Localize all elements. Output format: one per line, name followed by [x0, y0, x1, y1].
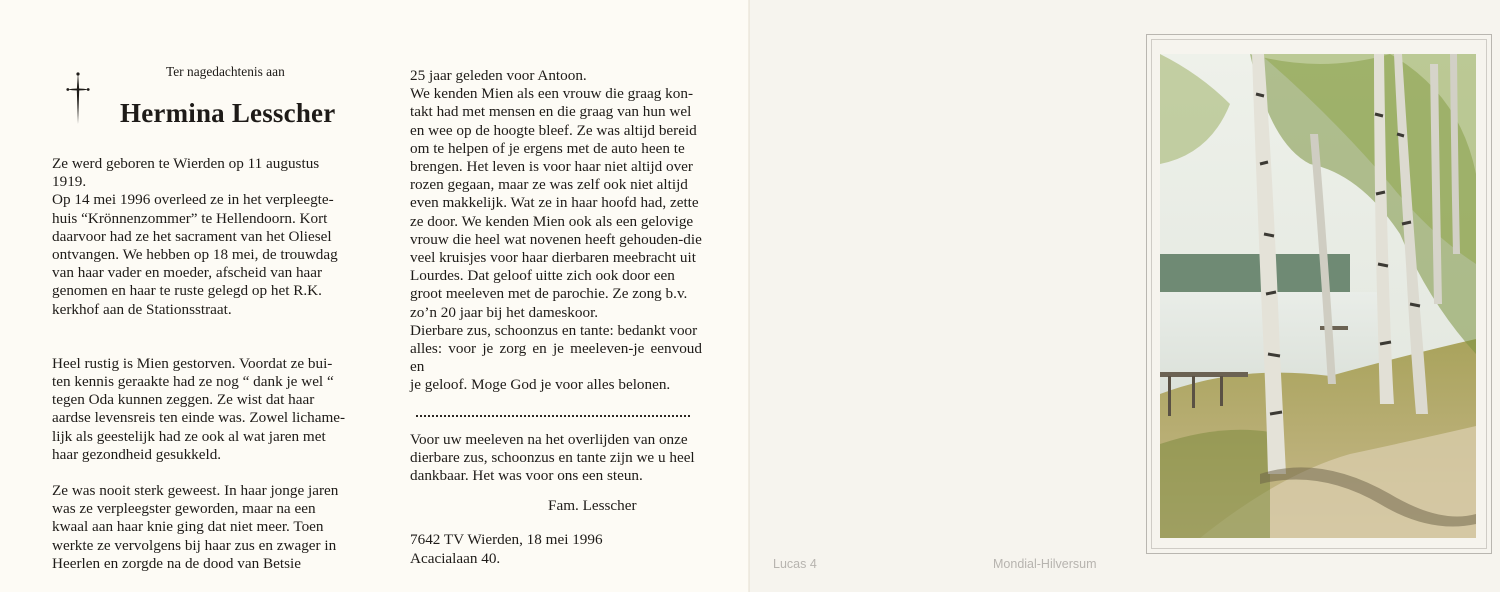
dotted-divider — [416, 415, 690, 417]
paragraph-passing: Heel rustig is Mien gestorven. Voordat ze bui- ten kennis geraakte had ze nog “ dank je wel “ tegen Oda kunnen zeggen. Ze wist dat haar aardse levensreis ten einde was. Zowel lichame- lijk als geestelijk had ze ook al wat jaren met haar gezondheid gesukkeld. — [52, 354, 346, 463]
birch-trees-photo — [1160, 54, 1476, 538]
family-signature: Fam. Lesscher — [548, 497, 637, 515]
footer-verse: Lucas 4 — [773, 557, 817, 571]
deceased-name: Hermina Lesscher — [120, 98, 336, 128]
paragraph-life: Ze was nooit sterk geweest. In haar jonge jaren was ze verpleegster geworden, maar na een kwaal aan haar knie ging dat niet meer. Toen werkte ze vervolgens bij haar zus en zwager in Heerlen en zorgde na de dood van Betsie — [52, 482, 339, 572]
text-column-left — [52, 155, 346, 573]
paragraph-thanks: Voor uw meeleven na het overlijden van onze dierbare zus, schoonzus en tante zijn we u heel dankbaar. Het was voor ons een steun. — [410, 430, 695, 485]
family-address: 7642 TV Wierden, 18 mei 1996 Acacialaan 40. — [410, 531, 603, 567]
text-column-right — [410, 67, 702, 568]
cross-icon — [66, 70, 90, 126]
intro-text: Ter nagedachtenis aan — [166, 64, 285, 79]
footer-printer: Mondial-Hilversum — [993, 557, 1097, 571]
paragraph-birth-death: Ze werd geboren te Wierden op 11 augustus 1919. Op 14 mei 1996 overleed ze in het verpleegte- huis “Krönnenzommer” te Hellendoorn. Kort daarvoor had ze het sacrament van het Oliesel ontvangen. We hebben op 18 mei, de trouwdag van haar vader en moeder, afscheid van haar genomen en haar te ruste gelegd op het R.K. kerkhof aan de Stationsstraat. — [52, 155, 338, 318]
paragraph-remembrance: 25 jaar geleden voor Antoon. We kenden Mien als een vrouw die graag kon- takt had met mensen en die graag van hun wel en wee op de hoogte bleef. Ze was altijd bereid om te helpen of je ergens met de auto heen te brengen. Het leven is voor haar niet altijd over rozen gegaan, maar ze was zelf ook niet altijd even makkelijk. Wat ze in haar hoofd had, zette ze door. We kenden Mien ook als een gelovige vrouw die heel wat novenen heeft gehouden-die veel kruisjes voor haar dierbaren meebracht uit Lourdes. Dat geloof uitte zich ook door een groot meeleven met de parochie. Ze zong b.v. zo’n 20 jaar bij het dameskoor. Dierbare zus, schoonzus en tante: bedankt voor alles: voor je zorg en je meeleven-je eenvoud en je geloof. Moge God je voor alles belonen. — [410, 67, 702, 394]
